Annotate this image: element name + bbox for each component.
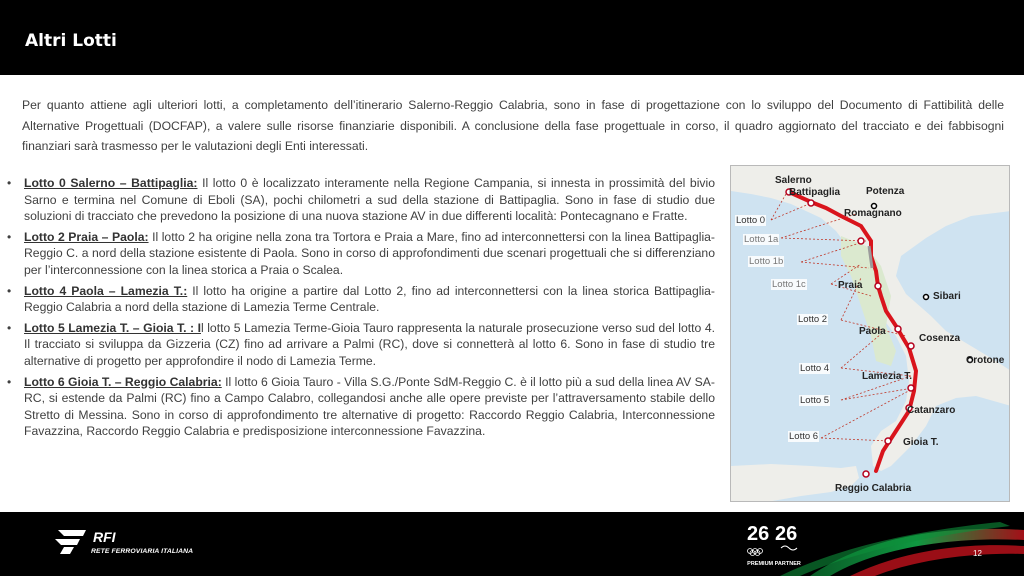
lot-list bbox=[5, 175, 715, 444]
map-label-sibari: Sibari bbox=[933, 291, 961, 302]
list-item-lotto-6 bbox=[5, 374, 715, 440]
lot-heading: Lotto 6 Gioia T. – Reggio Calabria: bbox=[24, 374, 222, 389]
map-label-battipaglia: Battipaglia bbox=[789, 187, 841, 198]
lot-description: Il lotto 0 è localizzato interamente nella Regione Campania, si innesta in prossimità del bivio Sarno e termina nel Comune di Eboli (SA), pochi chilometri a sud della stazione di Battipaglia. Sono in fase di studio due soluzioni di tracciato che prevedono la posizione di una nuova stazione AV in due differenti località: Pontecagnano e Fratte. bbox=[24, 176, 715, 224]
lot-description: Il lotto 2 ha origine nella zona tra Tortora e Praia a Mare, fino ad interconnettersi con la linea Battipaglia-Reggio C. a nord della stazione esistente di Paola. Sono in corso di approfondimenti due scenari progettuali che si differenziano per l’interconnessione con la linea storica a Praia o Scalea. bbox=[24, 229, 715, 277]
lot-heading: Lotto 4 Paola – Lamezia T.: bbox=[24, 283, 188, 298]
slide-title: Altri Lotti bbox=[25, 31, 117, 51]
map-label-paola: Paola bbox=[859, 326, 886, 337]
lot-heading: Lotto 2 Praia – Paola: bbox=[24, 229, 149, 244]
svg-text:26: 26 bbox=[747, 523, 770, 545]
map-lot-1a: Lotto 1a bbox=[744, 234, 779, 245]
bullet: • bbox=[7, 320, 12, 335]
map-lot-5: Lotto 5 bbox=[800, 395, 830, 406]
list-item-lotto-4 bbox=[5, 283, 715, 316]
map-lot-0: Lotto 0 bbox=[736, 215, 766, 226]
rfi-logo-icon bbox=[50, 527, 90, 555]
lot-description: Il lotto ha origine a partire dal Lotto 2, fino ad interconnettersi con la linea storica Battipaglia-Reggio Calabria a nord della stazione di Lamezia Terme Centrale. bbox=[24, 283, 715, 315]
map-lot-1b: Lotto 1b bbox=[749, 256, 784, 267]
map-lot-4: Lotto 4 bbox=[800, 363, 830, 374]
map-lot-2: Lotto 2 bbox=[798, 314, 828, 325]
map-label-salerno: Salerno bbox=[775, 175, 812, 186]
rfi-brand-subtitle: RETE FERROVIARIA ITALIANA bbox=[91, 548, 194, 555]
map-label-catanzaro: Catanzaro bbox=[907, 405, 956, 416]
route-map bbox=[730, 165, 1010, 502]
slide-header bbox=[0, 0, 1024, 75]
map-label-gioia: Gioia T. bbox=[903, 437, 939, 448]
footer-swoosh-graphic bbox=[0, 512, 1024, 576]
lot-description: l lotto 5 Lamezia Terme-Gioia Tauro rappresenta la naturale prosecuzione verso sud del lotto 4. Il tracciato si sviluppa da Gizzeria (CZ) fino ad arrivare a Palmi (RC), dove si connetterà al lotto 6. Sono in fase di studio tre alternative di progetto per approfondire il nodo di Lamezia Terme. bbox=[24, 320, 716, 368]
map-lot-6: Lotto 6 bbox=[789, 431, 819, 442]
map-label-reggio: Reggio Calabria bbox=[835, 483, 912, 494]
list-item-lotto-0 bbox=[5, 175, 715, 225]
lot-description: Il lotto 6 Gioia Tauro - Villa S.G./Ponte SdM-Reggio C. è il lotto più a sud della linea AV SA-RC, si estende da Palmi (RC) fino a Campo Calabro, collegandosi anche alle opere previste per l’attraversamento stabile dello Stretto di Messina. Sono in corso di approfondimento tre alternative di progetto: Raccordo Reggio Calabria, Interconnessione Favazzina, Raccordo Reggio Calabria e predisposizione interconnessione Favazzina. bbox=[24, 374, 715, 439]
milano-cortina-logo-icon bbox=[743, 518, 805, 558]
map-label-lamezia: Lamezia T. bbox=[862, 371, 913, 382]
map-label-cosenza: Cosenza bbox=[919, 333, 961, 344]
bullet: • bbox=[7, 176, 12, 190]
rfi-brand: RFI bbox=[93, 529, 116, 545]
map-label-praia: Praia bbox=[838, 280, 863, 291]
premium-partner-label: PREMIUM PARTNER bbox=[747, 561, 801, 567]
lot-heading: Lotto 0 Salerno – Battipaglia: bbox=[24, 176, 198, 190]
svg-text:26: 26 bbox=[775, 523, 798, 545]
list-item-lotto-5 bbox=[5, 320, 715, 370]
map-label-crotone: Crotone bbox=[966, 355, 1005, 366]
map-lot-1c: Lotto 1c bbox=[772, 279, 806, 290]
map-label-potenza: Potenza bbox=[866, 186, 905, 197]
map-label-romagnano: Romagnano bbox=[844, 208, 902, 219]
slide-footer bbox=[0, 512, 1024, 576]
bullet: • bbox=[7, 229, 12, 244]
bullet: • bbox=[7, 374, 12, 389]
list-item-lotto-2 bbox=[5, 229, 715, 279]
lot-heading: Lotto 5 Lamezia T. – Gioia T. : I bbox=[24, 320, 201, 335]
bullet: • bbox=[7, 283, 12, 298]
page-number: 12 bbox=[973, 549, 982, 558]
intro-paragraph: Per quanto attiene agli ulteriori lotti, a completamento dell’itinerario Salerno-Reggio Calabria, sono in fase di progettazione con lo sviluppo del Documento di Fattibilità delle Alternative Progettuali (DOCFAP), a valere sulle risorse finanziarie disponibili. A conclusione della fase progettuale in corso, il quadro aggiornato del tracciato e dei fabbisogni finanziari sarà trasmesso per le valutazioni degli Enti interessati. bbox=[22, 98, 1004, 153]
